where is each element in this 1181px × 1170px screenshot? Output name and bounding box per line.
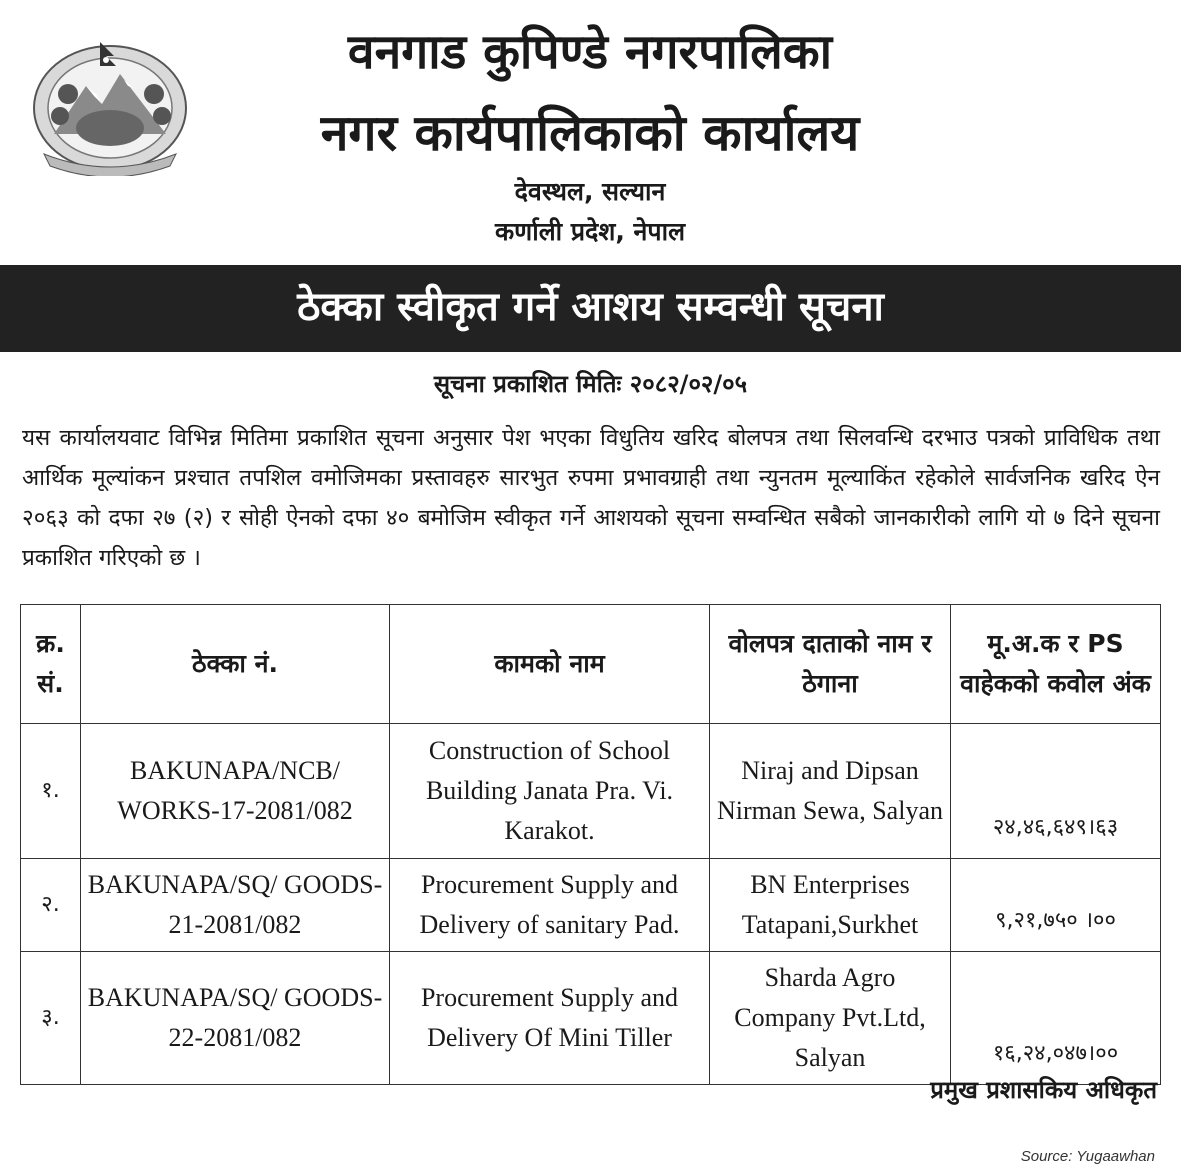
address-line-2: कर्णाली प्रदेश, नेपाल — [494, 217, 686, 246]
cell-bidder: BN Enterprises Tatapani,Surkhet — [710, 859, 951, 952]
emblem-icon — [24, 36, 196, 176]
header-work-name: कामको नाम — [390, 605, 710, 724]
contracts-table — [20, 604, 1161, 1085]
table-row — [21, 724, 1161, 859]
notice-body: यस कार्यालयवाट विभिन्न मितिमा प्रकाशित सूचना अनुसार पेश भएका विधुतिय खरिद बोलपत्र तथा सिलवन्धि दरभाउ पत्रको प्राविधिक तथा आर्थिक मूल्यांकन प्रश्चात तपशिल वमोजिमका प्रस्तावहरु सारभुत रुपमा प्रभावग्राही तथा न्युनतम मूल्याकिंत रहेकोले सार्वजनिक खरिद ऐन २०६३ को दफा २७ (२) र सोही ऐनको दफा ४० बमोजिम स्वीकृत गर्ने आशयको सूचना सम्वन्धित सबैको जानकारीको लागि यो ७ दिने सूचना प्रकाशित गरिएको छ । — [22, 425, 1160, 571]
header-sn: क्र. सं. — [21, 605, 81, 724]
header-contract-no: ठेक्का नं. — [81, 605, 390, 724]
cell-work-name: Construction of School Building Janata Pra. Vi. Karakot. — [390, 724, 710, 859]
cell-contract-no: BAKUNAPA/SQ/ GOODS-22-2081/082 — [81, 952, 390, 1085]
published-date: सूचना प्रकाशित मितिः २०८२/०२/०५ — [433, 370, 748, 398]
cell-bidder: Niraj and Dipsan Nirman Sewa, Salyan — [710, 724, 951, 859]
address-line-1: देवस्थल, सल्यान — [514, 177, 666, 206]
source-credit: Source: Yugaawhan — [1020, 1148, 1155, 1165]
cell-contract-no: BAKUNAPA/SQ/ GOODS-21-2081/082 — [81, 859, 390, 952]
header-amount: मू.अ.क र PS वाहेकको कवोल अंक — [951, 605, 1161, 724]
table-row — [21, 952, 1161, 1085]
cell-amount: ९,२१,७५० ।०० — [951, 859, 1161, 952]
header-bidder: वोलपत्र दाताको नाम र ठेगाना — [710, 605, 951, 724]
cell-work-name: Procurement Supply and Delivery of sanitary Pad. — [390, 859, 710, 952]
cell-work-name: Procurement Supply and Delivery Of Mini Tiller — [390, 952, 710, 1085]
table-header-row — [21, 605, 1161, 724]
cell-sn: २. — [21, 859, 81, 952]
cell-amount: २४,४६,६४९।६३ — [951, 724, 1161, 859]
government-emblem — [24, 36, 196, 176]
table-row — [21, 859, 1161, 952]
cell-sn: १. — [21, 724, 81, 859]
signatory-title: प्रमुख प्रशासकिय अधिकृत — [930, 1076, 1157, 1104]
cell-sn: ३. — [21, 952, 81, 1085]
cell-amount: १६,२४,०४७।०० — [951, 952, 1161, 1085]
cell-contract-no: BAKUNAPA/NCB/ WORKS-17-2081/082 — [81, 724, 390, 859]
municipality-name: वनगाड कुपिण्डे नगरपालिका — [347, 24, 833, 80]
cell-bidder: Sharda Agro Company Pvt.Ltd, Salyan — [710, 952, 951, 1085]
office-name: नगर कार्यपालिकाको कार्यालय — [320, 104, 860, 162]
notice-title-banner: ठेक्का स्वीकृत गर्ने आशय सम्वन्धी सूचना — [0, 268, 1181, 352]
